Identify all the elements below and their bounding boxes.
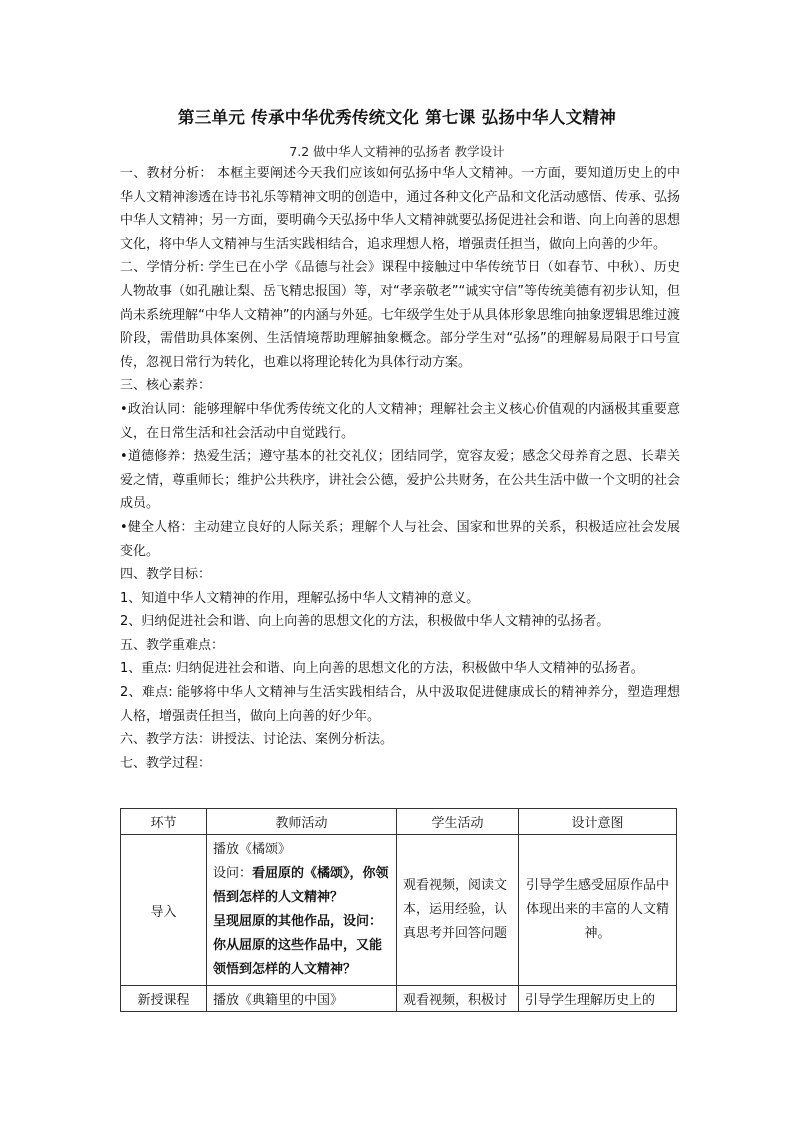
teacher-activity-cell bbox=[207, 835, 397, 986]
table-row bbox=[121, 986, 677, 1012]
design-intent-cell: 引导学生感受屈原作品中体现出来的丰富的人文精神。 bbox=[519, 835, 677, 986]
student-activity-cell: 观看视频，阅读文本，运用经验，认真思考并回答问题 bbox=[397, 835, 519, 986]
student-activity-cell: 观看视频，积极讨 bbox=[397, 986, 519, 1012]
key-point-item: 1、重点: 归纳促进社会和谐、向上向善的思想文化的方法，积极做中华人文精神的弘扬者。 bbox=[120, 661, 644, 677]
teacher-question-2: 呈现屈原的其他作品，设问：你从屈原的这些作品中，又能领悟到怎样的人文精神？ bbox=[213, 914, 383, 977]
teacher-line: 播放《橘颂》 bbox=[213, 842, 292, 857]
literacy-political-identity: •政治认同：能够理解中华优秀传统文化的人文精神；理解社会主义核心价值观的内涵极其重要意义，在日常生活和社会活动中自觉践行。 bbox=[120, 401, 680, 441]
section-key-points-heading: 五、教学重难点： bbox=[120, 637, 225, 653]
teacher-question bbox=[213, 862, 390, 910]
teacher-activity-cell: 播放《典籍里的中国》 bbox=[207, 986, 397, 1012]
header-design-intent: 设计意图 bbox=[519, 809, 677, 835]
section-objectives-heading: 四、教学目标： bbox=[120, 567, 212, 583]
header-student-activity: 学生活动 bbox=[397, 809, 519, 835]
section-process-heading: 七、教学过程： bbox=[120, 755, 212, 771]
question-prefix: 设问： bbox=[213, 866, 253, 881]
literacy-sound-personality: •健全人格：主动建立良好的人际关系；理解个人与社会、国家和世界的关系，积极适应社会发展变化。 bbox=[120, 519, 680, 559]
difficult-point-item: 2、难点: 能够将中华人文精神与生活实践相结合，从中汲取促进健康成长的精神养分，塑造理想人格，增强责任担当，做向上向善的好少年。 bbox=[120, 685, 680, 724]
section-student-analysis: 二、学情分析: 学生已在小学《品德与社会》课程中接触过中华传统节日（如春节、中秋）、历史人物故事（如孔融让梨、岳飞精忠报国）等，对“孝亲敬老”“诚实守信”等传统美德有初步认知，但尚未系统理解“中华人文精神”的内涵与外延。七年级学生处于从具体形象思维向抽象逻辑思维过渡阶段，需借助具体案例、生活情境帮助理解抽象概念。部分学生对“弘扬”的理解易局限于口号宣传，忽视日常行为转化，也难以将理论转化为具体行动方案。 bbox=[120, 260, 680, 370]
table-row bbox=[121, 835, 677, 986]
literacy-moral-cultivation: •道德修养：热爱生活；遵守基本的社交礼仪；团结同学，宽容友爱；感念父母养育之恩、长辈关爱之情，尊重师长；维护公共秩序，讲社会公德，爱护公共财务，在公共生活中做一个文明的社会成员。 bbox=[120, 449, 680, 512]
stage-cell: 导入 bbox=[121, 835, 207, 986]
stage-cell: 新授课程 bbox=[121, 986, 207, 1012]
objective-item-1: 1、知道中华人文精神的作用，理解弘扬中华人文精神的意义。 bbox=[120, 590, 480, 606]
table-header-row bbox=[121, 809, 677, 835]
header-teacher-activity: 教师活动 bbox=[207, 809, 397, 835]
section-methods: 六、教学方法：讲授法、讨论法、案例分析法。 bbox=[120, 732, 394, 748]
design-intent-cell: 引导学生理解历史上的 bbox=[519, 986, 677, 1012]
page-subtitle: 7.2 做中华人文精神的弘扬者 教学设计 bbox=[289, 144, 505, 159]
header-stage: 环节 bbox=[121, 809, 207, 835]
document-body bbox=[120, 162, 680, 775]
question-text: 看屈原的《橘颂》，你领悟到怎样的人文精神？ bbox=[213, 866, 389, 905]
section-core-literacy-heading: 三、核心素养： bbox=[120, 378, 212, 394]
objective-item-2: 2、归纳促进社会和谐、向上向善的思想文化的方法，积极做中华人文精神的弘扬者。 bbox=[120, 614, 610, 630]
page-title: 第三单元 传承中华优秀传统文化 第七课 弘扬中华人文精神 bbox=[177, 108, 617, 127]
teaching-process-table bbox=[120, 808, 677, 1012]
section-textbook-analysis: 一、教材分析： 本框主要阐述今天我们应该如何弘扬中华人文精神。一方面，要知道历史上的中华人文精神渗透在诗书礼乐等精神文明的创造中，通过各种文化产品和文化活动感悟、传承、弘扬中华人文精神；另一方面，要明确今天弘扬中华人文精神就要弘扬促进社会和谐、向上向善的思想文化，将中华人文精神与生活实践相结合，追求理想人格，增强责任担当，做向上向善的少年。 bbox=[120, 166, 680, 252]
